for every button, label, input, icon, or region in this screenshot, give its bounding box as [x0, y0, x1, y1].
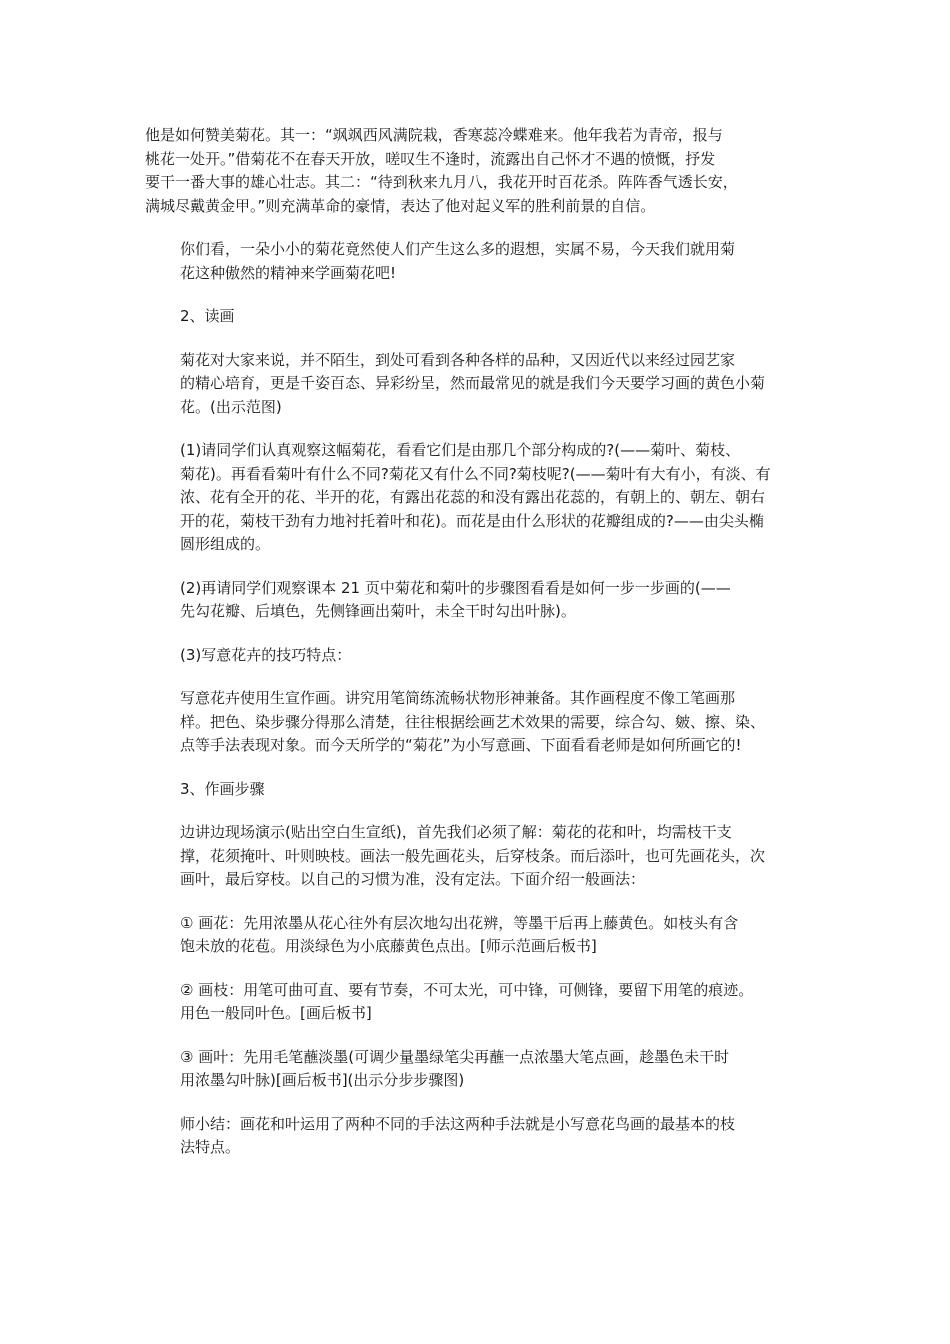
- paragraph: [145, 577, 825, 624]
- text-line: 圆形组成的。: [180, 535, 271, 553]
- paragraph: [145, 687, 825, 758]
- paragraph: [145, 1113, 825, 1160]
- paragraph: [145, 778, 825, 802]
- text-line: (3)写意花卉的技巧特点：: [180, 645, 352, 664]
- text-line: 桃花一处开。”借菊花不在春天开放，嗟叹生不逢时，流露出自己怀才不遇的愤慨，抒发: [145, 149, 716, 168]
- text-line: 用浓墨勾叶脉)[画后板书](出示分步步骤图): [180, 1071, 465, 1089]
- text-line: ③ 画叶：先用毛笔蘸淡墨(可调少量墨绿笔尖再蘸一点浓墨大笔点画，趁墨色未干时: [180, 1047, 730, 1066]
- text-line: 开的花，菊枝干劲有力地衬托着叶和花)。而花是由什么形状的花瓣组成的?——由尖头椭: [180, 511, 764, 530]
- text-line: 浓、花有全开的花、半开的花，有露出花蕊的和没有露出花蕊的，有朝上的、朝左、朝右: [180, 488, 766, 506]
- paragraph: [145, 821, 825, 892]
- text-line: 的精心培育，更是千姿百态、异彩纷呈，然而最常见的就是我们今天要学习画的黄色小菊: [180, 374, 766, 392]
- paragraph: [145, 124, 825, 218]
- text-line: 先勾花瓣、后填色，先侧锋画出菊叶，未全干时勾出叶脉)。: [180, 602, 576, 620]
- paragraph: [145, 305, 825, 329]
- text-line: 画叶，最后穿枝。以自己的习惯为准，没有定法。下面介绍一般画法：: [180, 870, 646, 888]
- text-line: 满城尽戴黄金甲。”则充满革命的豪情，表达了他对起义军的胜利前景的自信。: [145, 196, 656, 215]
- text-line: 你们看，一朵小小的菊花竟然使人们产生这么多的遐想，实属不易，今天我们就用菊: [180, 240, 736, 258]
- text-line: 用色一般同叶色。[画后板书]: [180, 1004, 372, 1022]
- text-line: 写意花卉使用生宣作画。讲究用笔简练流畅状物形神兼备。其作画程度不像工笔画那: [180, 689, 736, 707]
- paragraph: [145, 979, 825, 1026]
- text-line: (1)请同学们认真观察这幅菊花，看看它们是由那几个部分构成的?(——菊叶、菊枝、: [180, 441, 741, 459]
- text-line: ① 画花：先用浓墨从花心往外有层次地勾出花辨，等墨干后再上藤黄色。如枝头有含: [180, 913, 739, 932]
- text-line: 要干一番大事的雄心壮志。其二：“待到秋来九月八，我花开时百花杀。阵阵香气透长安，: [145, 173, 738, 191]
- document-body: [145, 124, 825, 1180]
- text-line: 师小结：画花和叶运用了两种不同的手法这两种手法就是小写意花鸟画的最基本的枝: [180, 1114, 736, 1133]
- paragraph: [145, 349, 825, 420]
- paragraph: [145, 1046, 825, 1093]
- text-line: 边讲边现场演示(贴出空白生宣纸)，首先我们必须了解：菊花的花和叶，均需枝干支: [180, 823, 732, 841]
- paragraph: [145, 439, 825, 557]
- text-line: ② 画枝：用笔可曲可直、要有节奏，不可太光，可中锋，可侧锋，要留下用笔的痕迹。: [180, 980, 754, 999]
- text-line: 花。(出示范图): [180, 397, 282, 416]
- text-line: 他是如何赞美菊花。其一：“飒飒西风满院栽，香寒蕊冷蝶难来。他年我若为青帝，报与: [145, 126, 723, 144]
- text-line: 撑，花须掩叶、叶则映枝。画法一般先画花头，后穿枝条。而后添叶，也可先画花头，次: [180, 846, 766, 865]
- text-line: 菊花对大家来说，并不陌生，到处可看到各种各样的品种，又因近代以来经过园艺家: [180, 350, 736, 369]
- text-line: (2)再请同学们观察课本 21 页中菊花和菊叶的步骤图看看是如何一步一步画的(——: [180, 578, 731, 597]
- paragraph: [145, 644, 825, 668]
- paragraph: [145, 238, 825, 285]
- text-line: 3、作画步骤: [180, 779, 265, 798]
- text-line: 法特点。: [180, 1138, 241, 1156]
- text-line: 样。把色、染步骤分得那么清楚，往往根据绘画艺术效果的需要，综合勾、皴、擦、染、: [180, 712, 766, 731]
- text-line: 菊花)。再看看菊叶有什么不同?菊花又有什么不同?菊枝呢?(——菊叶有大有小，有淡、有: [180, 464, 771, 483]
- text-line: 饱未放的花苞。用淡绿色为小底藤黄色点出。[师示范画后板书]: [180, 937, 597, 955]
- text-line: 2、读画: [180, 307, 235, 325]
- text-line: 点等手法表现对象。而今天所学的“菊花”为小写意画、下面看看老师是如何所画它的!: [180, 736, 742, 754]
- text-line: 花这种傲然的精神来学画菊花吧!: [180, 263, 397, 282]
- paragraph: [145, 912, 825, 959]
